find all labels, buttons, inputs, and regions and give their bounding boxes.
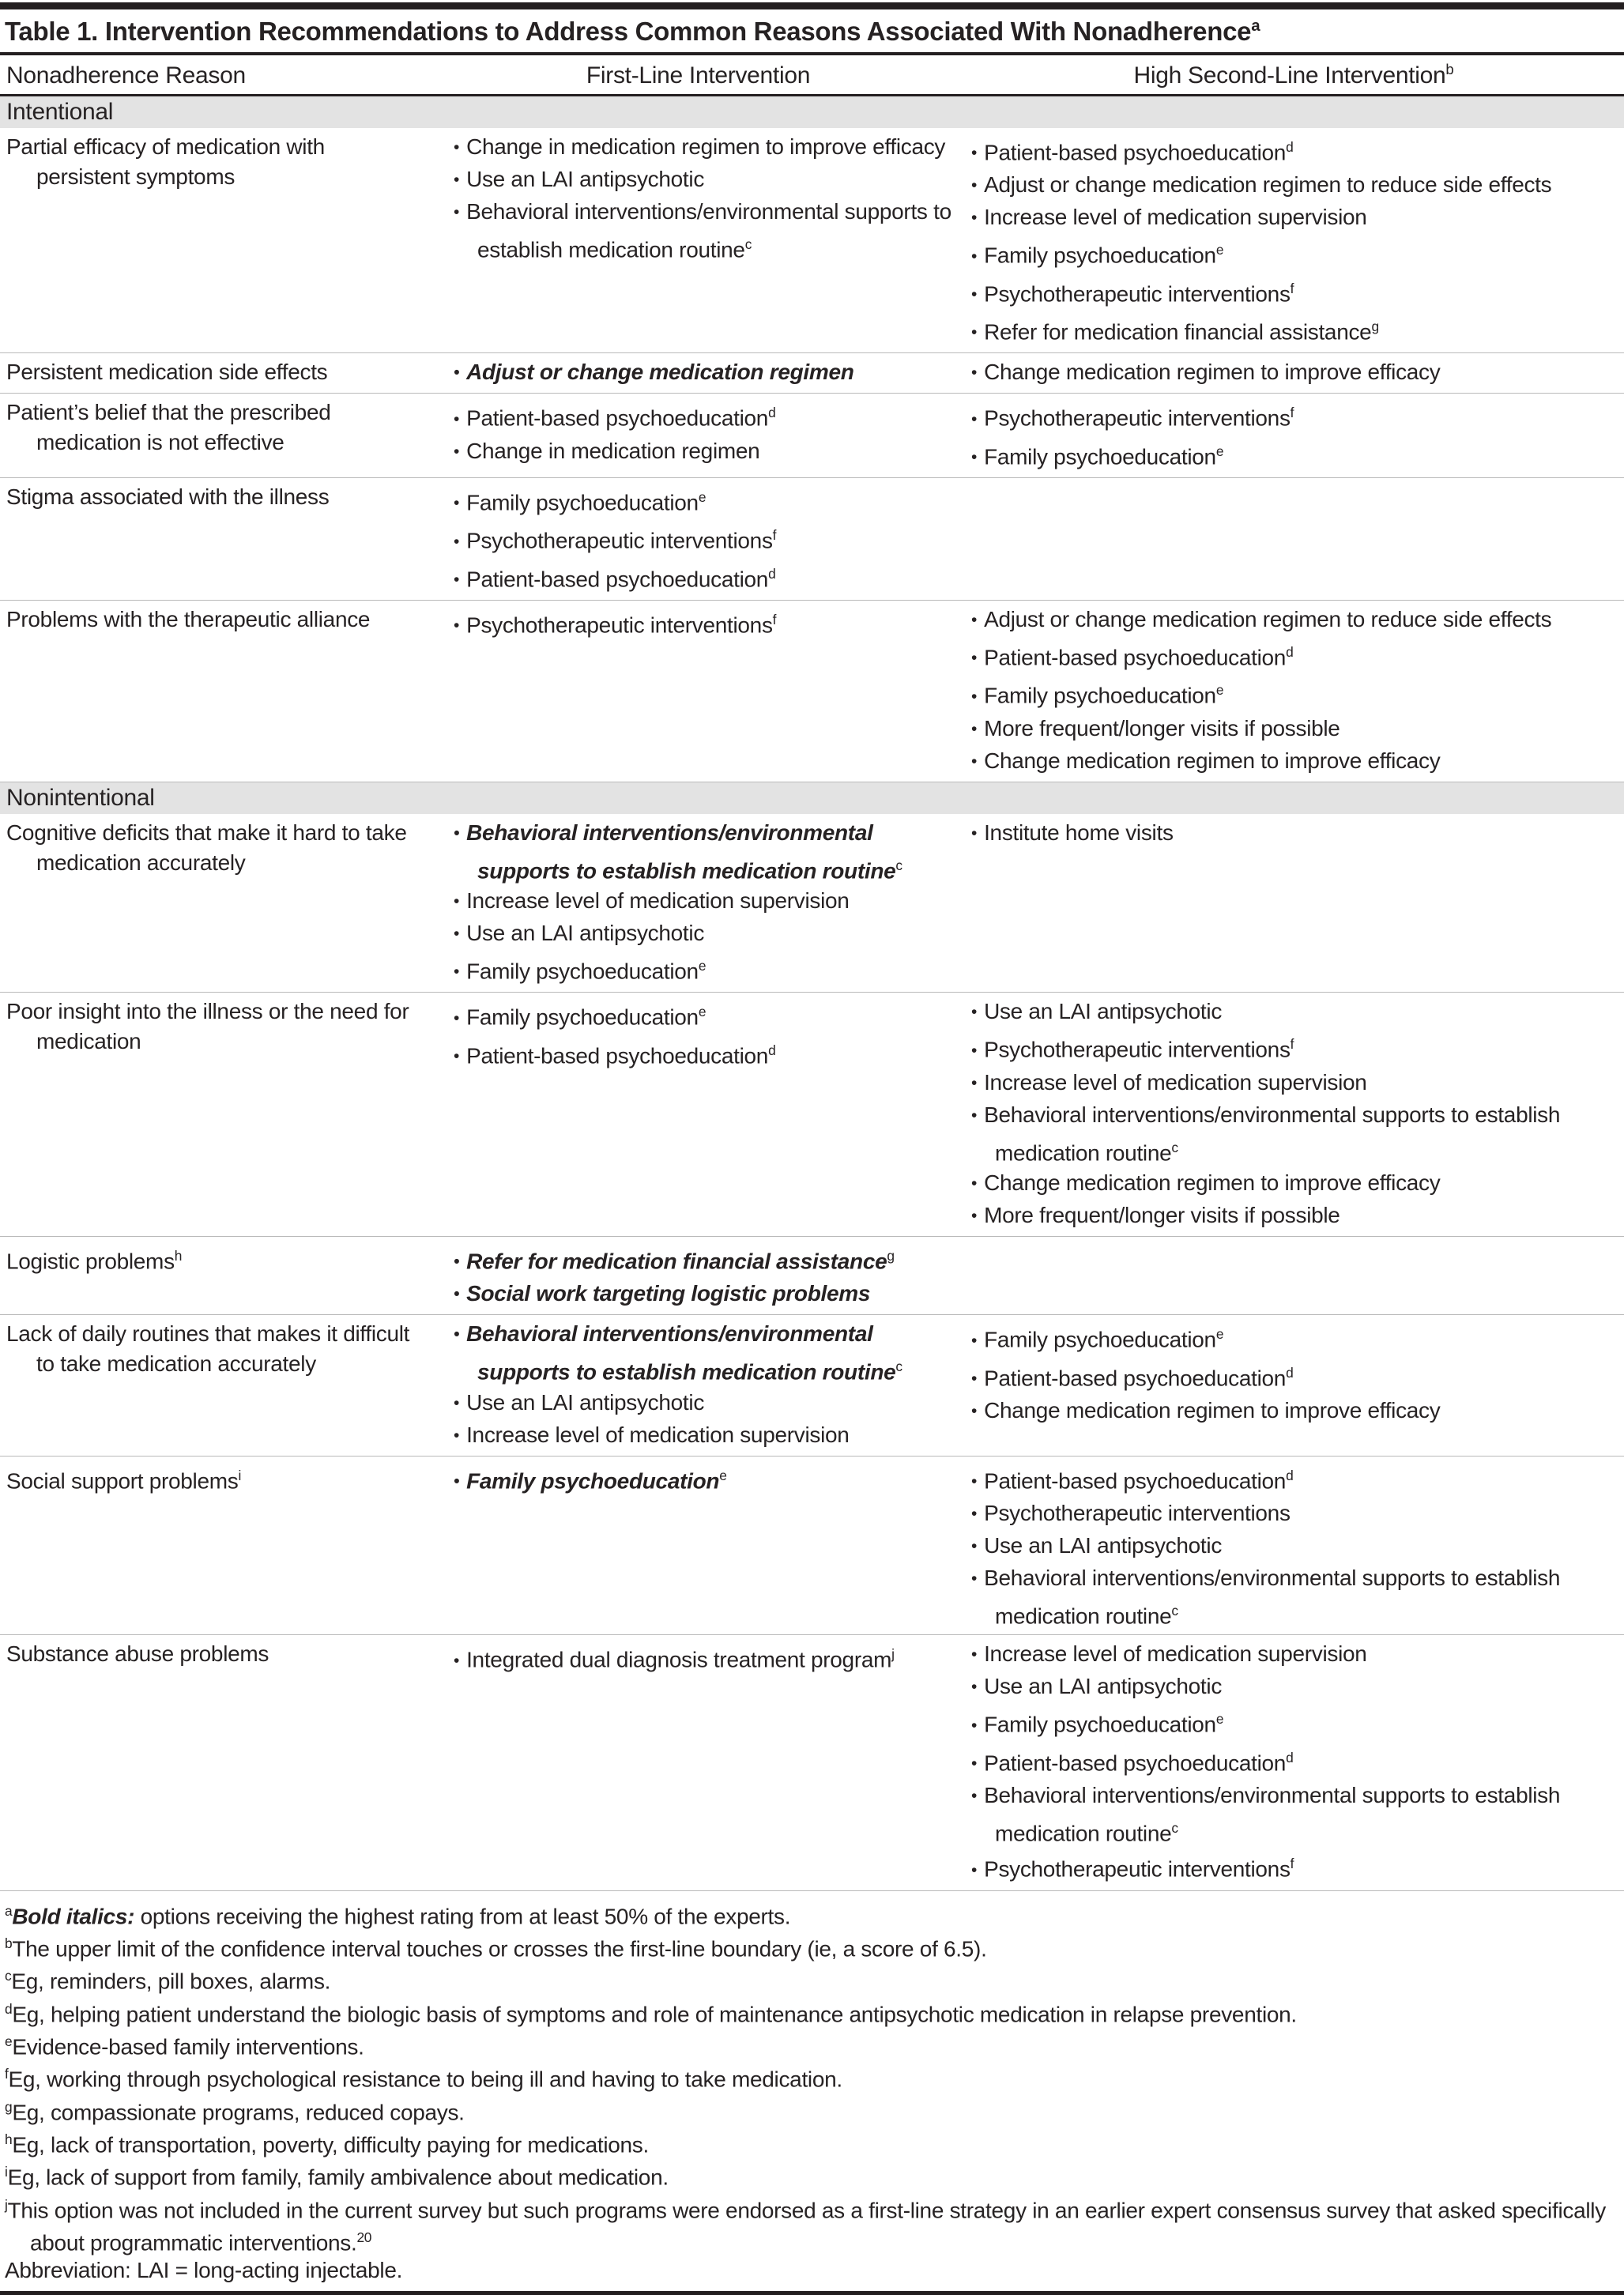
- footnote-marker: f: [772, 527, 777, 544]
- table-title: [0, 9, 1624, 55]
- footnote-marker: c: [1171, 1819, 1178, 1836]
- footnote-marker: f: [772, 611, 777, 627]
- footnote-marker: g: [5, 2098, 13, 2115]
- column-header-row: [0, 55, 1624, 96]
- footnote: $^c$Eg, reminders, pill boxes, alarms.: [5, 1968, 331, 1994]
- footnote-marker: f: [5, 2066, 9, 2082]
- footnote-marker: a: [5, 1902, 13, 1919]
- intervention-item: • Behavioral interventions/environmental supports to establish medication routine$^c$: [446, 1319, 952, 1387]
- second-line-cell: [957, 353, 1624, 394]
- reason-cell: [0, 1635, 439, 1890]
- footnote-marker: f: [1290, 1856, 1294, 1872]
- second-line-cell: [957, 477, 1624, 600]
- first-line-cell: [439, 814, 957, 993]
- first-line-cell: [439, 477, 957, 600]
- table-row: [0, 477, 1624, 600]
- footnote-marker: c: [895, 857, 902, 873]
- intervention-item: • Change medication regimen to improve efficacy: [963, 1168, 1624, 1200]
- reason-cell: [0, 600, 439, 782]
- footnote-marker: e: [1215, 1711, 1224, 1728]
- second-line-cell: [957, 128, 1624, 353]
- footnote-marker: g: [1371, 318, 1379, 334]
- second-line-cell: [957, 1635, 1624, 1890]
- intervention-item: • Psychotherapeutic interventions$^f$: [963, 273, 1624, 311]
- intervention-item: • Family psychoeducation$^e$: [963, 436, 1624, 474]
- intervention-item: • Use an LAI antipsychotic: [446, 1388, 952, 1420]
- intervention-item: • Family psychoeducation$^e$: [963, 1319, 1624, 1357]
- intervention-item: • Psychotherapeutic interventions$^f$: [963, 1029, 1624, 1067]
- intervention-item: • Refer for medication financial assistance$^g$: [963, 311, 1624, 349]
- reason-cell: [0, 128, 439, 353]
- intervention-item: • Behavioral interventions/environmental supports to establish medication routine$^c$: [446, 818, 952, 886]
- footnote: $^i$Eg, lack of support from family, family ambivalence about medication.: [5, 2164, 669, 2190]
- reason-text: Stigma associated with the illness: [6, 484, 330, 509]
- second-line-cell: [957, 1236, 1624, 1314]
- reason-cell: [0, 814, 439, 993]
- intervention-item: • More frequent/longer visits if possible: [963, 714, 1624, 746]
- first-line-cell: [439, 1236, 957, 1314]
- footnote: $^g$Eg, compassionate programs, reduced copays.: [5, 2098, 465, 2124]
- footnote: Abbreviation: LAI = long-acting injectable.: [5, 2258, 403, 2283]
- footnotes: [0, 1891, 1624, 2289]
- reason-text: Patient’s belief that the prescribed medication is not effective: [6, 400, 331, 455]
- intervention-item: • Adjust or change medication regimen: [446, 357, 952, 390]
- table-row: [0, 353, 1624, 394]
- intervention-item: • Adjust or change medication regimen to reduce side effects: [963, 170, 1624, 202]
- intervention-item: • Psychotherapeutic interventions$^f$: [963, 398, 1624, 435]
- intervention-item: • Refer for medication financial assistance$^g$: [446, 1241, 952, 1279]
- bottom-rule: [0, 2291, 1624, 2295]
- reason-cell: [0, 1315, 439, 1456]
- intervention-item: • Family psychoeducation$^e$: [963, 235, 1624, 273]
- table-row: [0, 1635, 1624, 1890]
- intervention-item: • Family psychoeducation$^e$: [963, 1704, 1624, 1742]
- section-label: Intentional: [0, 96, 1624, 129]
- intervention-item: • Family psychoeducation$^e$: [963, 675, 1624, 713]
- first-line-cell: [439, 394, 957, 478]
- table-row: [0, 128, 1624, 353]
- intervention-item: • Psychotherapeutic interventions$^f$: [446, 605, 952, 643]
- table-row: [0, 814, 1624, 993]
- footnote-marker: f: [1290, 1036, 1294, 1053]
- reason-text: Lack of daily routines that makes it difficult to take medication accurately: [6, 1321, 410, 1377]
- intervention-item: • Family psychoeducation$^e$: [446, 997, 952, 1034]
- footnote: $^f$Eg, working through psychological resistance to being ill and having to take medication.: [5, 2066, 842, 2092]
- col-header-label: High Second-Line Intervention: [1133, 62, 1446, 89]
- second-line-cell: [957, 814, 1624, 993]
- first-line-cell: [439, 1456, 957, 1635]
- reason-text: Poor insight into the illness or the need for medication: [6, 999, 409, 1054]
- footnote-marker: d: [1286, 1467, 1294, 1483]
- footnote-marker: c: [1171, 1139, 1178, 1155]
- footnote-marker: e: [1215, 443, 1224, 459]
- footnote: $^b$The upper limit of the confidence interval touches or crosses the first-line boundary (ie, a score of 6.5).: [5, 1935, 987, 1961]
- intervention-item: • Psychotherapeutic interventions$^f$: [446, 520, 952, 558]
- reason-text: Cognitive deficits that make it hard to take medication accurately: [6, 820, 407, 875]
- intervention-item: • Use an LAI antipsychotic: [963, 997, 1624, 1029]
- journal-table-figure: [0, 2, 1624, 2295]
- footnote-marker: c: [5, 1968, 12, 1984]
- footnote-lead: Bold italics:: [12, 1903, 135, 1928]
- table-row: [0, 1315, 1624, 1456]
- intervention-item: • Change medication regimen to improve efficacy: [963, 357, 1624, 390]
- intervention-item: • Family psychoeducation$^e$: [446, 1460, 952, 1498]
- intervention-item: • Use an LAI antipsychotic: [446, 918, 952, 951]
- intervention-item: • Psychotherapeutic interventions: [963, 1498, 1624, 1531]
- intervention-item: • Adjust or change medication regimen to reduce side effects: [963, 605, 1624, 637]
- footnote-marker: c: [1171, 1602, 1178, 1619]
- second-line-cell: [957, 394, 1624, 478]
- reason-text: Persistent medication side effects: [6, 360, 328, 385]
- section-header-row: [0, 96, 1624, 129]
- footnote-marker: i: [5, 2164, 8, 2180]
- intervention-item: • Behavioral interventions/environmental supports to establish medication routine$^c$: [446, 197, 952, 265]
- footnote: $^e$Evidence-based family interventions.: [5, 2033, 364, 2059]
- intervention-item: • Patient-based psychoeducation$^d$: [963, 1358, 1624, 1396]
- intervention-item: • Institute home visits: [963, 818, 1624, 850]
- footnote: $^d$Eg, helping patient understand the biologic basis of symptoms and role of maintenance antipsychotic medication in relapse prevention.: [5, 2000, 1297, 2026]
- interventions-table: [0, 55, 1624, 1891]
- intervention-item: • Patient-based psychoeducation$^d$: [963, 1460, 1624, 1498]
- footnote-marker: d: [768, 405, 776, 421]
- footnote-marker: e: [719, 1467, 727, 1483]
- intervention-item: • Change medication regimen to improve efficacy: [963, 746, 1624, 778]
- footnote-marker: c: [895, 1359, 902, 1375]
- reason-cell: [0, 477, 439, 600]
- reason-text: Substance abuse problems: [6, 1641, 269, 1667]
- reason-cell: [0, 1236, 439, 1314]
- intervention-item: • Patient-based psychoeducation$^d$: [963, 1743, 1624, 1781]
- col-header-first-line-intervention: [439, 55, 957, 96]
- footnote: $^j$This option was not included in the current survey but such programs were endorsed as a first-line strategy in an earlier expert consensus survey that asked specifically about programmatic interventions.$^{20}$: [5, 2196, 1606, 2255]
- reference-marker: 20: [356, 2229, 372, 2245]
- intervention-item: • Use an LAI antipsychotic: [446, 164, 952, 197]
- intervention-item: • Patient-based psychoeducation$^d$: [963, 132, 1624, 170]
- intervention-item: • Change in medication regimen: [446, 436, 952, 469]
- intervention-item: • Patient-based psychoeducation$^d$: [446, 1035, 952, 1073]
- intervention-item: • Change medication regimen to improve efficacy: [963, 1396, 1624, 1428]
- intervention-item: • Patient-based psychoeducation$^d$: [963, 637, 1624, 675]
- intervention-item: • Family psychoeducation$^e$: [446, 482, 952, 520]
- first-line-cell: [439, 600, 957, 782]
- col-header-nonadherence-reason: [0, 55, 439, 96]
- intervention-item: • Patient-based psychoeducation$^d$: [446, 398, 952, 435]
- table-row: [0, 394, 1624, 478]
- intervention-item: • Psychotherapeutic interventions$^f$: [963, 1848, 1624, 1886]
- footnote-marker: j: [5, 2196, 8, 2213]
- footnote-marker: e: [1215, 1326, 1224, 1343]
- footnote-marker: g: [887, 1247, 895, 1264]
- reason-text: Partial efficacy of medication with persistent symptoms: [6, 134, 325, 189]
- footnote: $^a$Bold italics: options receiving the highest rating from at least 50% of the experts.: [5, 1902, 791, 1928]
- reason-text: Social support problems$^i$: [6, 1467, 242, 1493]
- intervention-item: • Change in medication regimen to improve efficacy: [446, 132, 952, 164]
- intervention-item: • Increase level of medication supervision: [446, 886, 952, 918]
- intervention-item: • Increase level of medication supervision: [963, 202, 1624, 235]
- intervention-item: • Increase level of medication supervision: [446, 1420, 952, 1453]
- reason-cell: [0, 353, 439, 394]
- intervention-item: • Family psychoeducation$^e$: [446, 951, 952, 989]
- footnote-marker: e: [698, 957, 706, 974]
- second-line-cell: [957, 993, 1624, 1237]
- second-line-cell: [957, 1456, 1624, 1635]
- intervention-item: • Use an LAI antipsychotic: [963, 1531, 1624, 1563]
- intervention-item: • Increase level of medication supervision: [963, 1068, 1624, 1100]
- footnote-marker: d: [1286, 1749, 1294, 1766]
- table-row: [0, 1236, 1624, 1314]
- intervention-item: • Integrated dual diagnosis treatment program$^j$: [446, 1639, 952, 1677]
- intervention-item: • Patient-based psychoeducation$^d$: [446, 559, 952, 597]
- first-line-cell: [439, 1315, 957, 1456]
- footnote-marker: d: [5, 2000, 13, 2017]
- footnote-marker: d: [1286, 643, 1294, 660]
- first-line-cell: [439, 353, 957, 394]
- footnote-marker: e: [1215, 682, 1224, 699]
- table-title-text: Table 1. Intervention Recommendations to Address Common Reasons Associated With Nonadherence: [5, 17, 1252, 46]
- footnote-marker: e: [698, 1004, 706, 1020]
- intervention-item: • Behavioral interventions/environmental supports to establish medication routine$^c$: [963, 1781, 1624, 1848]
- intervention-item: • Use an LAI antipsychotic: [963, 1671, 1624, 1704]
- intervention-item: • Social work targeting logistic problems: [446, 1279, 952, 1311]
- top-rule: [0, 2, 1624, 9]
- footnote-marker: j: [891, 1646, 895, 1663]
- reason-text: Logistic problems$^h$: [6, 1247, 183, 1274]
- reason-cell: [0, 1456, 439, 1635]
- footnote: $^h$Eg, lack of transportation, poverty, difficulty paying for medications.: [5, 2131, 649, 2157]
- footnote-marker: h: [174, 1247, 183, 1264]
- footnote-marker: b: [1445, 61, 1454, 77]
- first-line-cell: [439, 993, 957, 1237]
- footnote-marker: e: [1215, 242, 1224, 258]
- first-line-cell: [439, 1635, 957, 1890]
- second-line-cell: [957, 600, 1624, 782]
- reason-cell: [0, 993, 439, 1237]
- table-row: [0, 600, 1624, 782]
- table-title-footnote-marker: a: [1251, 17, 1260, 35]
- section-header-row: [0, 782, 1624, 814]
- reason-text: Problems with the therapeutic alliance: [6, 606, 371, 631]
- table-row: [0, 993, 1624, 1237]
- col-header-high-second-line-intervention: [957, 55, 1624, 96]
- footnote-marker: d: [1286, 1364, 1294, 1381]
- footnote-marker: d: [1286, 139, 1294, 155]
- intervention-item: • More frequent/longer visits if possible: [963, 1200, 1624, 1233]
- intervention-item: • Behavioral interventions/environmental supports to establish medication routine$^c$: [963, 1563, 1624, 1631]
- footnote-marker: c: [744, 236, 752, 252]
- footnote-marker: d: [768, 1042, 776, 1058]
- second-line-cell: [957, 1315, 1624, 1456]
- footnote-marker: h: [5, 2131, 13, 2147]
- footnote-marker: f: [1290, 280, 1294, 296]
- footnote-marker: f: [1290, 405, 1294, 421]
- footnote-marker: b: [5, 1935, 13, 1951]
- footnote-marker: i: [238, 1467, 242, 1483]
- table-row: [0, 1456, 1624, 1635]
- footnote-marker: d: [768, 565, 776, 582]
- section-label: Nonintentional: [0, 782, 1624, 814]
- intervention-item: • Behavioral interventions/environmental supports to establish medication routine$^c$: [963, 1100, 1624, 1168]
- col-header-label: Nonadherence Reason: [6, 62, 246, 89]
- footnote-marker: e: [5, 2033, 13, 2049]
- intervention-item: • Increase level of medication supervision: [963, 1639, 1624, 1671]
- first-line-cell: [439, 128, 957, 353]
- col-header-label: First-Line Intervention: [586, 62, 811, 89]
- footnote-marker: e: [698, 488, 706, 505]
- reason-cell: [0, 394, 439, 478]
